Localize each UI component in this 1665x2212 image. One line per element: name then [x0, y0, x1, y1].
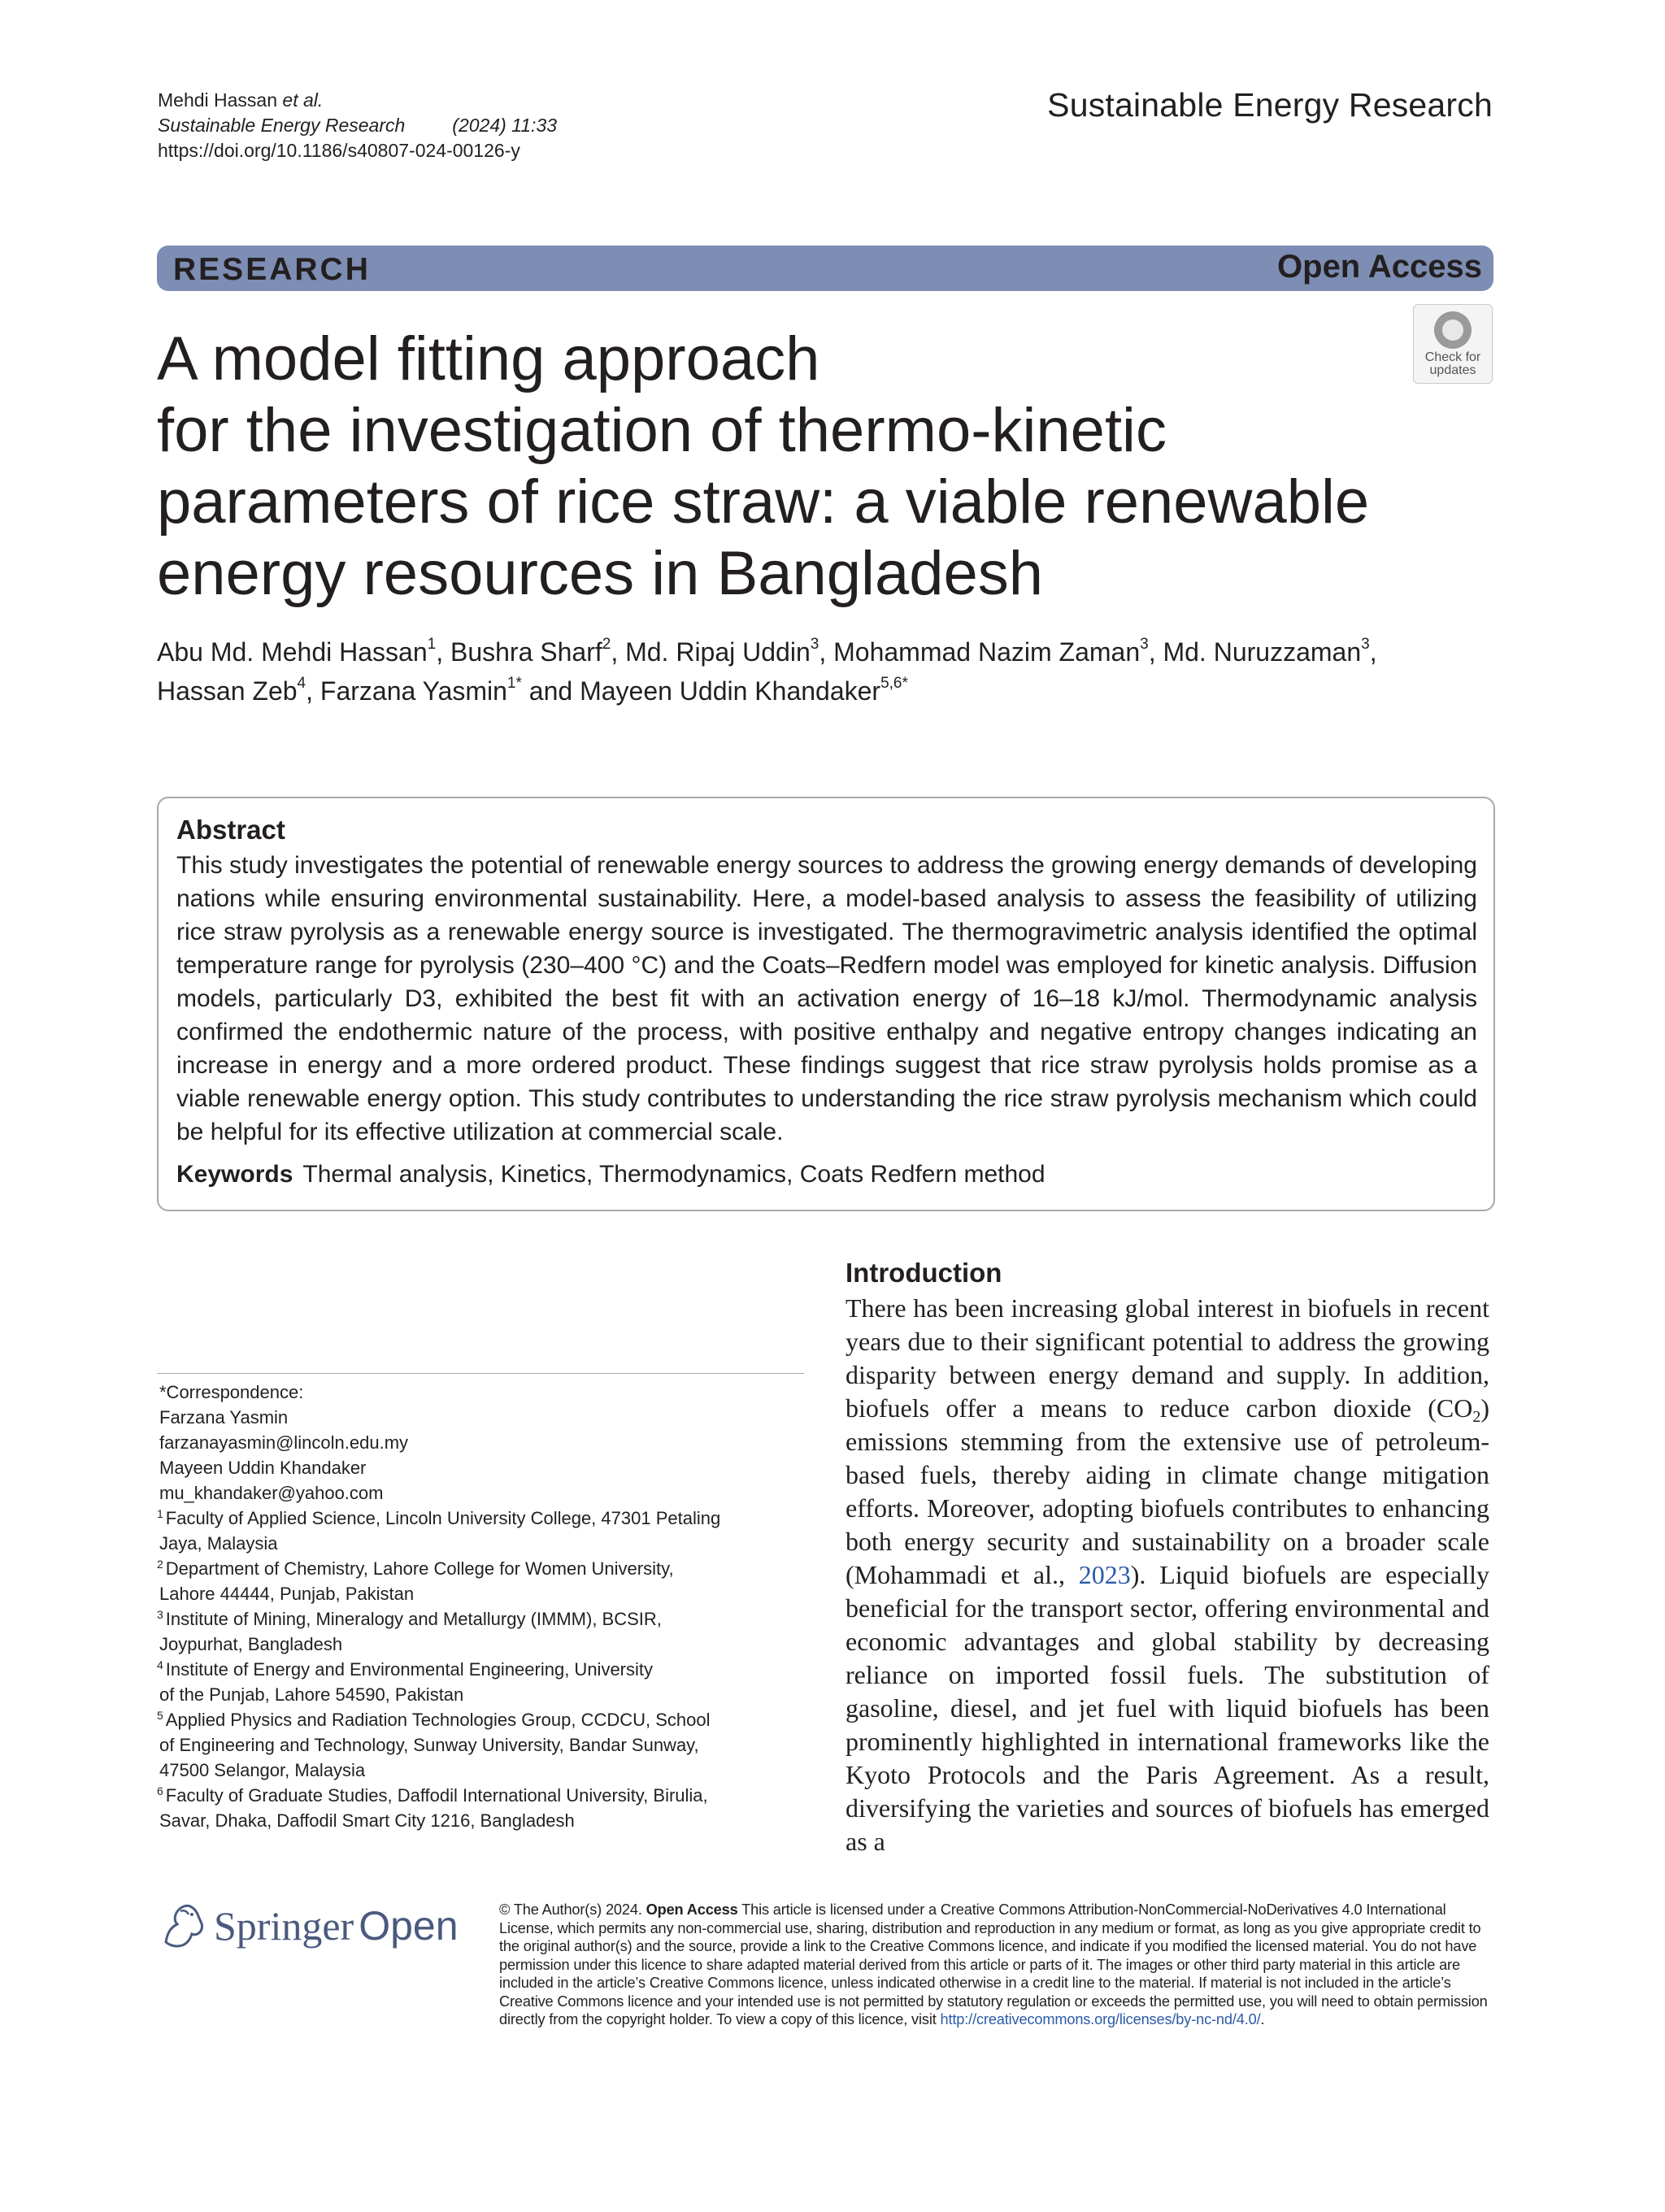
author-name[interactable]: Mayeen Uddin Khandaker: [580, 676, 881, 706]
intro-part3: ). Liquid biofuels are especially beneficial for the transport sector, offering environmental and economic advantages and global stability by decreasing reliance on imported fossil fuels. The substitution of gasoline, diesel, and jet fuel with liquid biofuels has been prominently highlighted in international frameworks like the Kyoto Protocols and the Paris Agreement. As a result, diversifying the varieties and sources of biofuels has emerged as a: [846, 1560, 1490, 1856]
author-name[interactable]: Hassan Zeb: [157, 676, 298, 706]
footnote-sup: 2: [157, 1558, 163, 1571]
author-separator: ,: [436, 637, 450, 667]
footnote-text: Department of Chemistry, Lahore College for Women University,: [165, 1558, 674, 1579]
title-line: energy resources in Bangladesh: [157, 539, 1044, 608]
author-affiliation-sup: 4: [297, 675, 306, 692]
crossmark-icon: [1434, 311, 1472, 349]
citation-journal-line: [158, 113, 557, 138]
author-name[interactable]: Md. Nuruzzaman: [1163, 637, 1362, 667]
article-title: [157, 324, 1425, 610]
title-line: parameters of rice straw: a viable renewable: [157, 467, 1370, 537]
author-separator: and: [521, 676, 580, 706]
license-open-access: Open Access: [646, 1901, 738, 1918]
article-type-label: RESEARCH: [173, 252, 371, 287]
footnote-line: [157, 1732, 807, 1758]
correspondence-affiliations: [157, 1380, 807, 1833]
springer-wordmark: Springer: [214, 1903, 354, 1949]
springer-horse-icon: [159, 1900, 208, 1949]
footnote-line: [157, 1506, 807, 1531]
author-line: [157, 671, 1506, 711]
author-separator: ,: [819, 637, 834, 667]
co2-subscript: 2: [1472, 1408, 1481, 1426]
footnote-line: [157, 1556, 807, 1581]
title-line: A model fitting approach: [157, 324, 820, 393]
footnote-line: [157, 1632, 807, 1657]
footnote-line: [157, 1707, 807, 1732]
citation-et-al: et al.: [282, 89, 324, 111]
author-name[interactable]: Abu Md. Mehdi Hassan: [157, 637, 428, 667]
citation-journal: Sustainable Energy Research: [158, 115, 406, 136]
footnote-sup: 5: [157, 1709, 163, 1722]
footnote-text: 47500 Selangor, Malaysia: [159, 1760, 366, 1780]
email-link[interactable]: farzanayasmin@lincoln.edu.my: [159, 1432, 409, 1453]
abstract-heading: Abstract: [176, 815, 285, 845]
author-affiliation-sup: 5,6*: [880, 675, 908, 692]
keywords-label: Keywords: [176, 1161, 293, 1188]
keywords-line: [176, 1161, 1046, 1189]
author-name[interactable]: Farzana Yasmin: [320, 676, 507, 706]
abstract-text: This study investigates the potential of renewable energy sources to address the growing energy demands of developing nations while ensuring environmental sustainability. Here, a model-based analysis to assess the feasibility of utilizing rice straw pyrolysis as a renewable energy source is investigated. The thermogravimetric analysis identified the optimal temperature range for pyrolysis (230–400 °C) and the Coats–Redfern model was employed for kinetic analysis. Diffusion models, particularly D3, exhibited the best fit with an activation energy of 16–18 kJ/mol. Thermodynamic analysis confirmed the endothermic nature of the process, with positive enthalpy and negative entropy changes indicating an increase in energy and a more ordered product. These findings suggest that rice straw pyrolysis holds promise as a viable renewable energy option. This study contributes to understanding the rice straw pyrolysis mechanism which could be helpful for its effective utilization at commercial scale.: [176, 852, 1477, 1145]
license-text: [499, 1901, 1493, 2029]
author-separator: ,: [306, 676, 320, 706]
author-name[interactable]: Mohammad Nazim Zaman: [833, 637, 1141, 667]
author-line: [157, 632, 1506, 671]
introduction-text: [846, 1292, 1489, 1858]
author-affiliation-sup: 3: [1140, 636, 1149, 653]
license-url-link[interactable]: http://creativecommons.org/licenses/by-nc-nd/4.0/: [940, 2011, 1261, 2027]
introduction-heading: Introduction: [846, 1258, 1002, 1288]
footnote-text: *Correspondence:: [159, 1382, 304, 1402]
footnote-text: Mayeen Uddin Khandaker: [159, 1458, 367, 1478]
footnote-line: [157, 1405, 807, 1430]
citation-block: [158, 88, 557, 163]
footnote-line[interactable]: [157, 1430, 807, 1455]
author-list: [157, 632, 1506, 711]
check-for-updates-line2: updates: [1429, 363, 1476, 377]
citation-doi[interactable]: https://doi.org/10.1186/s40807-024-00126-y: [158, 140, 520, 161]
footnote-line: [157, 1682, 807, 1707]
footnote-line[interactable]: [157, 1480, 807, 1506]
citation-volume: (2024) 11:33: [452, 115, 558, 136]
footnote-line: [157, 1531, 807, 1556]
footnote-text: Savar, Dhaka, Daffodil Smart City 1216, Bangladesh: [159, 1810, 575, 1831]
footnote-text: Applied Physics and Radiation Technologies Group, CCDCU, School: [165, 1710, 711, 1730]
author-separator: ,: [1148, 637, 1163, 667]
abstract-box: [157, 797, 1495, 1211]
author-affiliation-sup: 1: [427, 636, 437, 653]
citation-author: Mehdi Hassan: [158, 89, 278, 111]
journal-name: Sustainable Energy Research: [1047, 86, 1493, 124]
footnote-text: Farzana Yasmin: [159, 1407, 289, 1428]
footnote-line: [157, 1380, 807, 1405]
footnote-line: [157, 1606, 807, 1632]
article-type-banner: [157, 246, 1493, 291]
author-affiliation-sup: 2: [602, 636, 611, 653]
author-name[interactable]: Md. Ripaj Uddin: [625, 637, 811, 667]
intro-part2: ) emissions stemming from the extensive use of petroleum-based fuels, thereby aiding in climate change mitigation efforts. Moreover, adopting biofuels contributes to enhancing both energy security and sustainability on a broader scale (Mohammadi et al.,: [846, 1393, 1489, 1589]
license-body: This article is licensed under a Creative Commons Attribution-NonCommercial-NoDerivatives 4.0 International License, which permits any non-commercial use, sharing, distribution and reproduction in any medium or format, as long as you give appropriate credit to the original author(s) and the source, provide a link to the Creative Commons licence, and indicate if you modified the licensed material. You do not have permission under this licence to share adapted material derived from this article or parts of it. The images or other third party material in this article are included in the article’s Creative Commons licence, unless indicated otherwise in a credit line to the material. If material is not included in the article’s Creative Commons licence and your intended use is not permitted by statutory regulation or exceeds the permitted use, you will need to obtain permission directly from the copyright holder. To view a copy of this licence, visit: [499, 1901, 1488, 2027]
footnote-line: [157, 1657, 807, 1682]
author-separator: ,: [1369, 637, 1377, 667]
springer-open-logo: [214, 1902, 459, 1949]
email-link[interactable]: mu_khandaker@yahoo.com: [159, 1483, 384, 1503]
footnote-text: Jaya, Malaysia: [159, 1533, 278, 1554]
footnote-sup: 4: [157, 1658, 163, 1671]
footnote-sup: 3: [157, 1608, 163, 1621]
open-wordmark: Open: [359, 1903, 459, 1949]
footnote-line: [157, 1581, 807, 1606]
footnote-line: [157, 1758, 807, 1783]
footnote-divider: [157, 1373, 804, 1374]
footnote-text: of the Punjab, Lahore 54590, Pakistan: [159, 1684, 464, 1705]
footnote-text: Institute of Mining, Mineralogy and Metallurgy (IMMM), BCSIR,: [165, 1609, 662, 1629]
footnote-sup: 1: [157, 1507, 163, 1520]
author-separator: ,: [611, 637, 626, 667]
author-affiliation-sup: 3: [810, 636, 819, 653]
footnote-text: Institute of Energy and Environmental Engineering, University: [165, 1659, 654, 1680]
footnote-text: Joypurhat, Bangladesh: [159, 1634, 343, 1654]
footnote-sup: 6: [157, 1784, 163, 1797]
citation-link[interactable]: 2023: [1078, 1560, 1131, 1589]
author-affiliation-sup: 1*: [506, 675, 522, 692]
title-line: for the investigation of thermo-kinetic: [157, 396, 1167, 465]
footnote-line: [157, 1808, 807, 1833]
footnote-text: Lahore 44444, Punjab, Pakistan: [159, 1584, 415, 1604]
intro-part1: There has been increasing global interest in biofuels in recent years due to their significant potential to address the growing disparity between energy demand and supply. In addition, biofuels offer a means to reduce carbon dioxide (CO: [846, 1293, 1489, 1423]
check-for-updates-line1: Check for: [1424, 350, 1481, 364]
footnote-line: [157, 1455, 807, 1480]
footnote-text: of Engineering and Technology, Sunway University, Bandar Sunway,: [159, 1735, 699, 1755]
license-end: .: [1260, 2011, 1265, 2027]
footnote-line: [157, 1783, 807, 1808]
footnote-text: Faculty of Applied Science, Lincoln University College, 47301 Petaling: [165, 1508, 721, 1528]
keywords-text: Thermal analysis, Kinetics, Thermodynamics, Coats Redfern method: [302, 1161, 1046, 1188]
author-name[interactable]: Bushra Sharf: [450, 637, 602, 667]
open-access-label: Open Access: [1277, 249, 1482, 285]
footnote-text: Faculty of Graduate Studies, Daffodil International University, Birulia,: [165, 1785, 708, 1806]
license-copyright: © The Author(s) 2024.: [499, 1901, 642, 1918]
author-affiliation-sup: 3: [1361, 636, 1370, 653]
citation-authors: [158, 88, 557, 113]
